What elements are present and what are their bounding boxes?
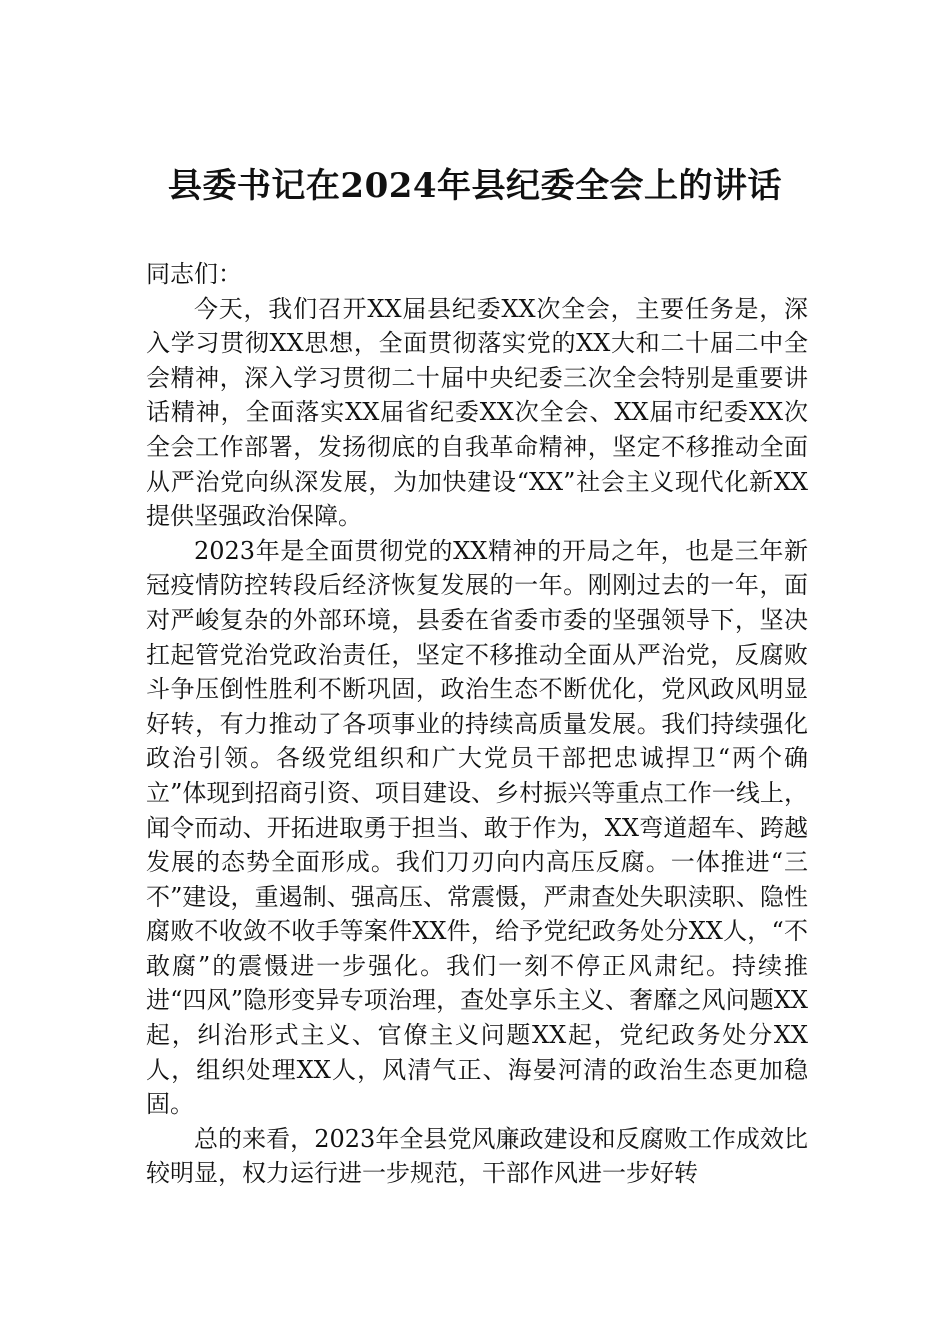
paragraph-2: 2023年是全面贯彻党的XX精神的开局之年，也是三年新冠疫情防控转段后经济恢复发展的一年。刚刚过去的一年，面对严峻复杂的外部环境，县委在省委市委的坚强领导下，坚决扛起管党治党政治责任，坚定不移推动全面从严治党，反腐败斗争压倒性胜利不断巩固，政治生态不断优化，党风政风明显好转，有力推动了各项事业的持续高质量发展。我们持续强化政治引领。各级党组织和广大党员干部把忠诚捍卫“两个确立”体现到招商引资、项目建设、乡村振兴等重点工作一线上，闻令而动、开拓进取勇于担当、敢于作为，XX弯道超车、跨越发展的态势全面形成。我们刀刃向内高压反腐。一体推进“三不”建设，重遏制、强高压、常震慑，严肃查处失职渎职、隐性腐败不收敛不收手等案件XX件，给予党纪政务处分XX人，“不敢腐”的震慑进一步强化。我们一刻不停正风肃纪。持续推进“四风”隐形变异专项治理，查处享乐主义、奢靡之风问题XX起，纠治形式主义、官僚主义问题XX起，党纪政务处分XX人，组织处理XX人，风清气正、海晏河清的政治生态更加稳固。 [146,536,808,1119]
paragraph-3: 总的来看，2023年全县党风廉政建设和反腐败工作成效比较明显，权力运行进一步规范，干部作风进一步好转 [146,1124,808,1188]
document-body [146,257,808,1191]
salutation: 同志们： [146,260,242,288]
paragraph-1: 今天，我们召开XX届县纪委XX次全会，主要任务是，深入学习贯彻XX思想，全面贯彻落实党的XX大和二十届二中全会精神，深入学习贯彻二十届中央纪委三次全会特别是重要讲话精神，全面落实XX届省纪委XX次全会、XX届市纪委XX次全会工作部署，发扬彻底的自我革命精神，坚定不移推动全面从严治党向纵深发展，为加快建设“XX”社会主义现代化新XX提供坚强政治保障。 [146,294,808,531]
document-title: 县委书记在2024年县纪委全会上的讲话 [167,166,783,206]
